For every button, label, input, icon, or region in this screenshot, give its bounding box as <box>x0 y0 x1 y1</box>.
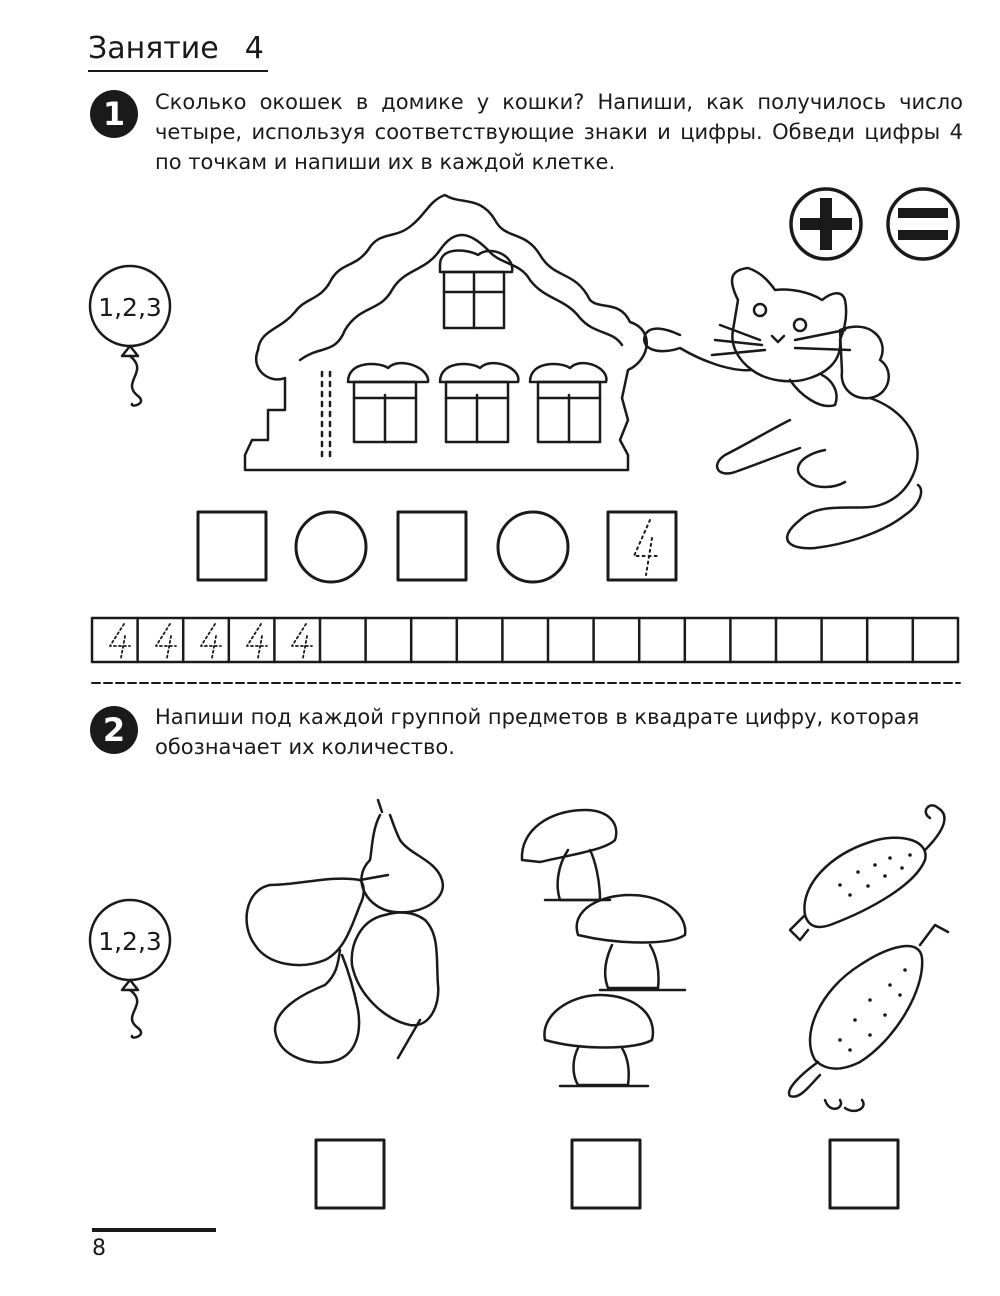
balloon-label: 1,2,3 <box>98 927 162 956</box>
answer-circle[interactable] <box>296 512 366 582</box>
answer-square-mushrooms[interactable] <box>572 1140 640 1208</box>
pear-icon <box>275 950 359 1063</box>
answer-square-pears[interactable] <box>316 1140 384 1208</box>
answer-circle[interactable] <box>498 512 568 582</box>
answer-square[interactable] <box>198 512 266 580</box>
balloon-icon <box>90 900 170 1038</box>
window-icon <box>530 363 606 442</box>
answer-square-cucumbers[interactable] <box>830 1140 898 1208</box>
cucumber-icon <box>790 805 944 940</box>
pear-icon <box>361 800 442 912</box>
mushroom-icon <box>577 895 686 990</box>
equals-sign-icon <box>888 189 958 259</box>
cat-icon <box>644 268 921 548</box>
window-icon <box>440 251 512 328</box>
page-number: 8 <box>92 1236 106 1261</box>
traced-digit-four <box>634 520 660 575</box>
window-icon <box>440 363 518 442</box>
house-icon <box>245 195 647 470</box>
lesson-number: 4 <box>244 31 264 66</box>
cucumber-icon <box>789 925 948 1111</box>
page-number-rule <box>92 1228 216 1232</box>
task-1-instruction: Сколько окошек в домике у кошки? Напиши, как получилось число четыре, используя соответствующие знаки и цифры. Обведи цифры 4 по точкам и напиши их в каждой клетке. <box>155 90 963 174</box>
pear-icon <box>247 875 388 965</box>
answer-square[interactable] <box>398 512 466 580</box>
traced-fours <box>110 624 312 658</box>
practice-row[interactable] <box>92 618 958 662</box>
window-icon <box>348 363 428 442</box>
answer-square-traced[interactable] <box>608 512 676 580</box>
mushroom-icon <box>522 810 616 900</box>
task-2-badge: 2 <box>90 706 138 754</box>
balloon-label: 1,2,3 <box>98 293 162 322</box>
plus-sign-icon <box>791 189 861 259</box>
balloon-icon <box>90 266 170 406</box>
task-2-instruction: Напиши под каждой группой предметов в квадрате цифру, которая обозначает их количество. <box>155 705 920 759</box>
mushroom-icon <box>544 995 652 1086</box>
lesson-label: Занятие <box>88 31 219 66</box>
pear-icon <box>352 913 438 1058</box>
task-1-badge: 1 <box>90 90 138 138</box>
